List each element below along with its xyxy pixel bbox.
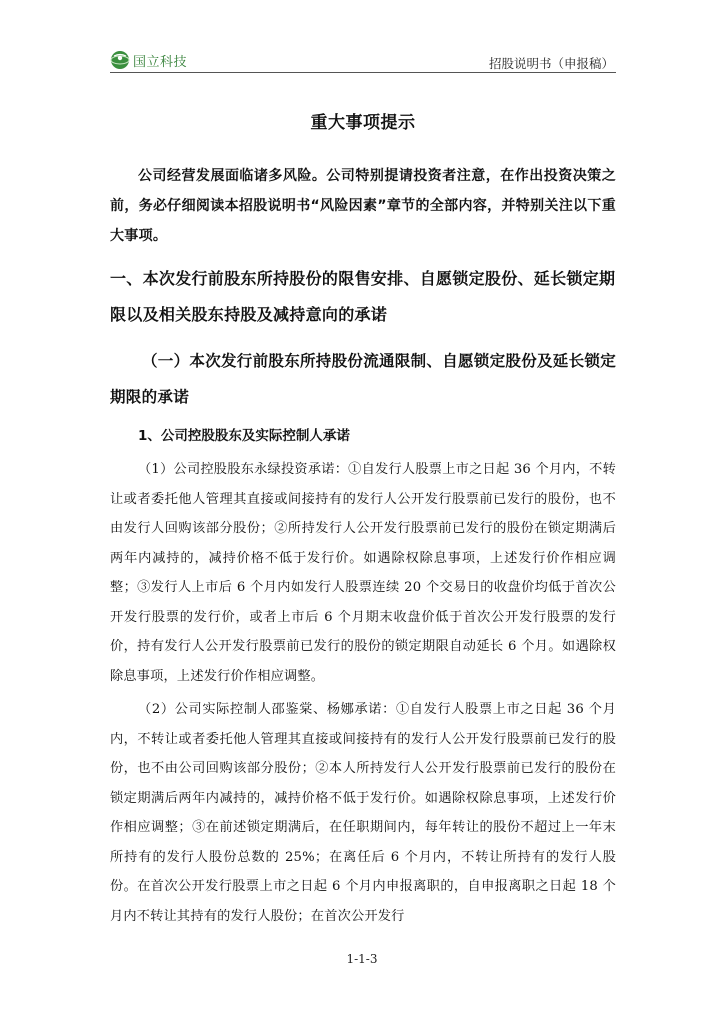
page-header	[110, 48, 616, 74]
page-title: 重大事项提示	[310, 113, 416, 133]
intro-paragraph: 公司经营发展面临诸多风险。公司特别提请投资者注意，在作出投资决策之前，务必仔细阅读本招股说明书“风险因素”章节的全部内容，并特别关注以下重大事项。	[110, 168, 616, 244]
page-number: 1-1-3	[346, 952, 378, 966]
body-paragraph-2: （2）公司实际控制人邵鉴棠、杨娜承诺：①自发行人股票上市之日起 36 个月内，不转让或者委托他人管理其直接或间接持有的发行人公开发行股票前已发行的股份，也不由公司回购该部分股份；②本人所持发行人公开发行股票前已发行的股份在锁定期满后两年内减持的，减持价格不低于发行价。如遇除权除息事项，上述发行价作相应调整；③在前述锁定期满后，在任职期间内，每年转让的股份不超过上一年末所持有的发行人股份总数的 25%；在离任后 6 个月内，不转让所持有的发行人股份。在首次公开发行股票上市之日起 6 个月内申报离职的，自申报离职之日起 18 个月内不转让其持有的发行人股份；在首次公开发行	[110, 702, 616, 924]
section-heading-1: 一、本次发行前股东所持股份的限售安排、自愿锁定股份、延长锁定期限以及相关股东持股及减持意向的承诺	[110, 269, 616, 324]
logo-globe-icon	[110, 50, 130, 70]
subsection-heading-1: （一）本次发行前股东所持股份流通限制、自愿锁定股份及延长锁定期限的承诺	[110, 352, 617, 406]
company-logo	[110, 50, 187, 70]
header-divider	[110, 72, 616, 73]
document-body	[110, 108, 616, 935]
company-name: 国立科技	[133, 54, 188, 70]
body-paragraph-1: （1）公司控股股东永绿投资承诺：①自发行人股票上市之日起 36 个月内，不转让或者委托他人管理其直接或间接持有的发行人公开发行股票前已发行的股份，也不由发行人回购该部分股份；②所持发行人公开发行股票前已发行的股份在锁定期满后两年内减持的，减持价格不低于发行价。如遇除权除息事项，上述发行价作相应调整；③发行人上市后 6 个月内如发行人股票连续 20 个交易日的收盘价均低于首次公开发行股票的发行价，或者上市后 6 个月期末收盘价低于首次公开发行股票的发行价，持有发行人公开发行股票前已发行的股份的锁定期限自动延长 6 个月。如遇除权除息事项，上述发行价作相应调整。	[110, 462, 616, 684]
item-heading-1: 1、公司控股股东及实际控制人承诺	[138, 428, 350, 444]
document-type: 招股说明书（申报稿）	[488, 56, 614, 71]
